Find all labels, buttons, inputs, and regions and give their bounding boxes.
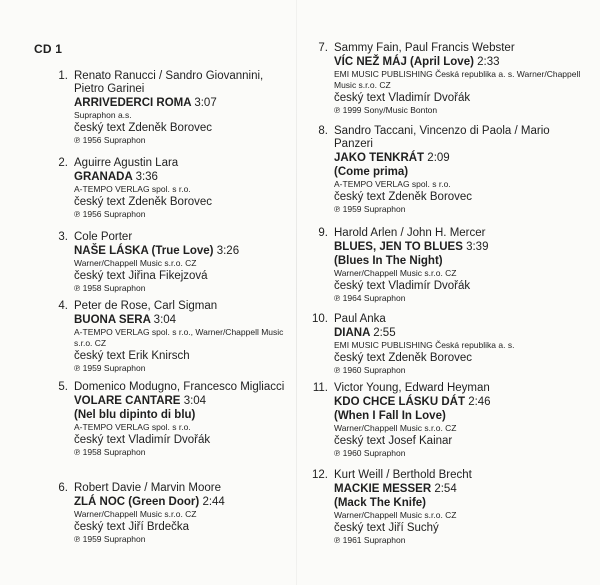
track-subtitle: (Mack The Knife) <box>334 497 427 509</box>
track-authors: Domenico Modugno, Francesco Migliacci <box>74 381 285 393</box>
track-subtitle: (Come prima) <box>334 166 409 178</box>
track-duration: 2:09 <box>427 152 450 164</box>
track-duration: 3:39 <box>466 241 489 253</box>
track-number: 8. <box>318 125 328 137</box>
track-authors: Peter de Rose, Carl Sigman <box>74 300 218 312</box>
track-title-line <box>74 170 290 184</box>
track-title: ZLÁ NOC (Green Door) <box>74 496 200 508</box>
track-copyright: ℗ 1958 Supraphon <box>74 283 146 293</box>
track-title: VOLARE CANTARE <box>74 395 181 407</box>
track-publisher: Supraphon a.s. <box>74 110 132 120</box>
track-publisher: Warner/Chappell Music s.r.o. CZ <box>334 268 457 278</box>
track-title-line <box>334 55 590 69</box>
track-duration: 3:04 <box>153 314 177 326</box>
track-authors: Harold Arlen / John H. Mercer <box>334 227 486 239</box>
track-copyright: ℗ 1960 Supraphon <box>334 365 406 375</box>
track-duration: 2:46 <box>468 396 491 408</box>
track-authors: Aguirre Agustin Lara <box>74 157 179 169</box>
track-authors: Sandro Taccani, Vincenzo di Paola / Mario Panzeri <box>334 125 550 150</box>
track-publisher: A-TEMPO VERLAG spol. s r.o. <box>74 422 191 432</box>
track-czech-lyrics: český text Jiří Brdečka <box>74 521 190 533</box>
track-duration: 3:36 <box>135 171 158 183</box>
track-authors: Kurt Weill / Berthold Brecht <box>334 469 472 481</box>
track-title-line <box>334 151 590 165</box>
track-authors: Paul Anka <box>334 313 386 325</box>
track-czech-lyrics: český text Jiřina Fikejzová <box>74 270 208 282</box>
track-subtitle: (When I Fall In Love) <box>334 410 446 422</box>
track-czech-lyrics: český text Zdeněk Borovec <box>334 352 473 364</box>
track-czech-lyrics: český text Zdeněk Borovec <box>334 191 473 203</box>
track-copyright: ℗ 1959 Supraphon <box>334 204 406 214</box>
track-title: BLUES, JEN TO BLUES <box>334 241 463 253</box>
track-czech-lyrics: český text Zdeněk Borovec <box>74 122 213 134</box>
track-title: JAKO TENKRÁT <box>334 152 425 164</box>
track-publisher: A-TEMPO VERLAG spol. s r.o. <box>74 184 191 194</box>
track-title-line <box>74 313 290 327</box>
track-czech-lyrics: český text Vladimír Dvořák <box>334 92 471 104</box>
track-number: 4. <box>58 300 68 312</box>
track-publisher: A-TEMPO VERLAG spol. s r.o. <box>334 179 451 189</box>
track-publisher: Warner/Chappell Music s.r.o. CZ <box>334 423 457 433</box>
track-copyright: ℗ 1960 Supraphon <box>334 448 406 458</box>
track-czech-lyrics: český text Zdeněk Borovec <box>74 196 213 208</box>
track-duration: 3:04 <box>183 395 207 407</box>
cd-label: CD 1 <box>34 42 63 56</box>
track-authors: Cole Porter <box>74 231 133 243</box>
track-subtitle: (Blues In The Night) <box>334 255 443 267</box>
track-publisher: Warner/Chappell Music s.r.o. CZ <box>74 509 197 519</box>
track-title-line <box>334 326 590 340</box>
track-publisher: A-TEMPO VERLAG spol. s r.o., Warner/Chappell Music s.r.o. CZ <box>74 327 284 348</box>
track-subtitle: (Nel blu dipinto di blu) <box>74 409 196 421</box>
track-duration: 2:55 <box>373 327 396 339</box>
track-title-line <box>334 482 590 496</box>
track-title: DIANA <box>334 327 370 339</box>
track-copyright: ℗ 1956 Supraphon <box>74 135 146 145</box>
track-title: BUONA SERA <box>74 314 151 326</box>
track-czech-lyrics: český text Josef Kainar <box>334 435 453 447</box>
track-number: 2. <box>58 157 68 169</box>
track-copyright: ℗ 1999 Sony/Music Bonton <box>334 105 438 115</box>
track-publisher: EMI MUSIC PUBLISHING Česká republika a. s. Warner/Chappell Music s.r.o. CZ <box>334 69 581 90</box>
track-title-line <box>334 240 590 254</box>
track-title-line <box>334 395 590 409</box>
track-title: VÍC NEŽ MÁJ (April Love) <box>334 56 474 68</box>
track-duration: 3:26 <box>216 245 240 257</box>
track-duration: 3:07 <box>194 97 217 109</box>
track-title: KDO CHCE LÁSKU DÁT <box>334 396 465 408</box>
track-duration: 2:54 <box>434 483 457 495</box>
track-publisher: Warner/Chappell Music s.r.o. CZ <box>334 510 457 520</box>
track-authors: Renato Ranucci / Sandro Giovannini, Pietro Garinei <box>74 70 264 95</box>
track-duration: 2:33 <box>477 56 500 68</box>
track-authors: Robert Davie / Marvin Moore <box>74 482 221 494</box>
track-czech-lyrics: český text Vladimír Dvořák <box>74 434 211 446</box>
track-copyright: ℗ 1958 Supraphon <box>74 447 146 457</box>
track-number: 11. <box>312 382 328 394</box>
track-number: 3. <box>58 231 68 243</box>
track-authors: Sammy Fain, Paul Francis Webster <box>334 42 515 54</box>
track-copyright: ℗ 1961 Supraphon <box>334 535 406 545</box>
track-copyright: ℗ 1964 Supraphon <box>334 293 406 303</box>
track-number: 10. <box>312 313 328 325</box>
track-czech-lyrics: český text Vladimír Dvořák <box>334 280 471 292</box>
track-title: GRANADA <box>74 171 133 183</box>
track-title-line <box>74 495 290 509</box>
track-title-line <box>74 244 290 258</box>
track-title: MACKIE MESSER <box>334 483 432 495</box>
track-duration: 2:44 <box>202 496 225 508</box>
track-publisher: EMI MUSIC PUBLISHING Česká republika a. s. <box>334 340 515 350</box>
track-publisher: Warner/Chappell Music s.r.o. CZ <box>74 258 197 268</box>
track-title-line <box>74 394 290 408</box>
track-number: 1. <box>58 70 68 82</box>
track-czech-lyrics: český text Jiří Suchý <box>334 522 439 534</box>
booklet-fold <box>296 0 297 585</box>
track-copyright: ℗ 1956 Supraphon <box>74 209 146 219</box>
track-title: NAŠE LÁSKA (True Love) <box>74 245 214 257</box>
track-number: 7. <box>318 42 328 54</box>
track-number: 9. <box>318 227 328 239</box>
track-number: 5. <box>58 381 68 393</box>
track-title-line <box>74 96 290 110</box>
track-copyright: ℗ 1959 Supraphon <box>74 363 146 373</box>
track-number: 6. <box>58 482 68 494</box>
track-copyright: ℗ 1959 Supraphon <box>74 534 146 544</box>
track-authors: Victor Young, Edward Heyman <box>334 382 490 394</box>
track-title: ARRIVEDERCI ROMA <box>74 97 192 109</box>
track-czech-lyrics: český text Erik Knirsch <box>74 350 190 362</box>
track-number: 12. <box>312 469 328 481</box>
